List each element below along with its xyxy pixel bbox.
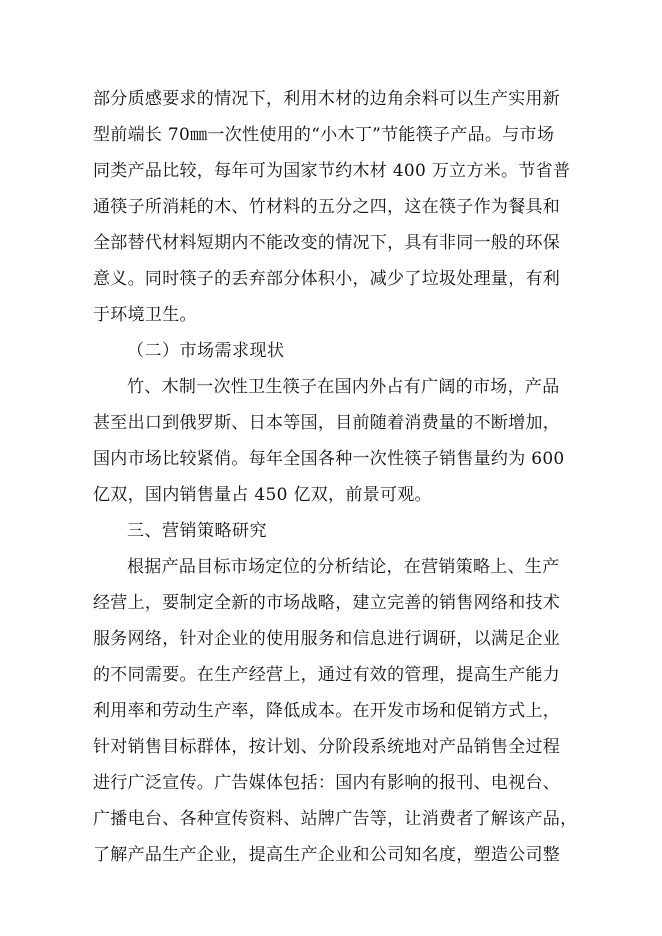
body-line: 根据产品目标市场定位的分析结论，在营销策略上、生产 [127,557,560,577]
body-line: 经营上，要制定全新的市场战略，建立完善的销售网络和技术 [93,593,561,613]
body-line: 进行广泛宣传。广告媒体包括：国内有影响的报刊、电视台、 [93,773,561,793]
body-line: 竹、木制一次性卫生筷子在国内外占有广阔的市场，产品 [127,377,560,397]
body-line: 服务网络，针对企业的使用服务和信息进行调研，以满足企业 [93,629,561,649]
body-line: 甚至出口到俄罗斯、日本等国，目前随着消费量的不断增加， [93,413,561,433]
body-line: 的不同需要。在生产经营上，通过有效的管理，提高生产能力 [93,665,561,685]
section-heading-market-demand: （二）市场需求现状 [127,341,285,361]
body-line: 意义。同时筷子的丢弃部分体积小，减少了垃圾处理量，有利 [93,269,561,289]
body-line: 广播电台、各种宣传资料、站牌广告等，让消费者了解该产品， [93,809,578,829]
body-line: 通筷子所消耗的木、竹材料的五分之四，这在筷子作为餐具和 [93,197,561,217]
body-line: 全部替代材料短期内不能改变的情况下，具有非同一般的环保 [93,233,561,253]
body-line: 亿双，国内销售量占 450 亿双，前景可观。 [93,485,432,505]
body-line: 国内市场比较紧俏。每年全国各种一次性筷子销售量约为 600 [93,449,565,469]
body-line: 部分质感要求的情况下，利用木材的边角余料可以生产实用新 [93,89,561,109]
section-heading-marketing-strategy: 三、营销策略研究 [127,521,267,541]
body-line: 针对销售目标群体，按计划、分阶段系统地对产品销售全过程 [93,737,561,757]
body-line: 型前端长 70㎜一次性使用的“小木丁”节能筷子产品。与市场 [93,125,555,145]
body-line: 利用率和劳动生产率，降低成本。在开发市场和促销方式上， [93,701,561,721]
body-line: 了解产品生产企业，提高生产企业和公司知名度，塑造公司整 [93,845,561,865]
body-line: 于环境卫生。 [93,305,197,325]
body-line: 同类产品比较，每年可为国家节约木材 400 万立方米。节省普 [93,161,571,181]
